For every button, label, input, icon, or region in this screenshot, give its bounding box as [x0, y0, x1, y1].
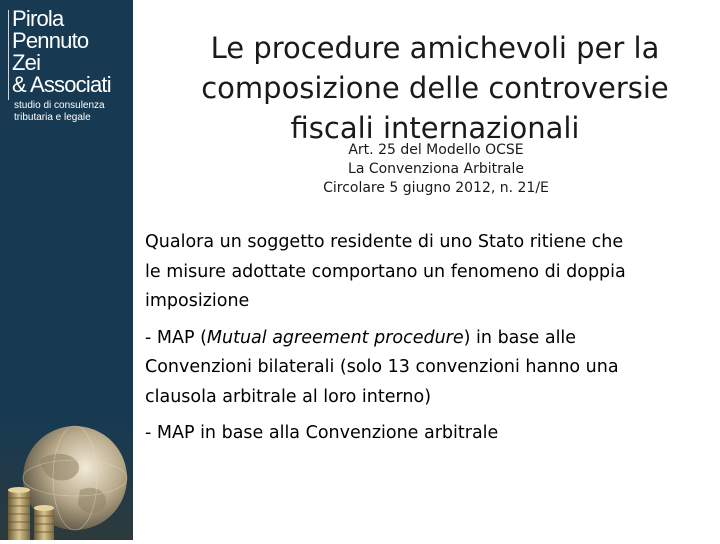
- slide-body: [145, 228, 705, 456]
- firm-logo: [5, 8, 129, 130]
- paragraph2-prefix: - MAP (: [145, 327, 207, 348]
- title-line-1: Le procedure amichevoli per la: [210, 31, 660, 65]
- paragraph-double-taxation: [145, 228, 705, 317]
- paragraph2-line-3: clausola arbitrale al loro interno): [145, 386, 432, 407]
- title-line-2: composizione delle controversie: [201, 71, 669, 105]
- paragraph1-line-2: le misure adottate comportano un fenomeno di doppia: [145, 261, 626, 282]
- paragraph2-suffix: ) in base alle: [463, 327, 577, 348]
- subtitle-line-2: La Convenziona Arbitrale: [348, 161, 524, 177]
- subtitle-line-1: Art. 25 del Modello OCSE: [348, 142, 524, 158]
- globe-coins-image: [0, 420, 133, 540]
- paragraph3-line-1: - MAP in base alla Convenzione arbitrale: [145, 423, 499, 443]
- logo-line-1: Pirola: [12, 6, 64, 31]
- logo-tagline-1: studio di consulenza: [14, 100, 105, 111]
- logo-tagline-2: tributaria e legale: [14, 112, 91, 123]
- paragraph-map-bilateral: [145, 324, 705, 413]
- slide-title: [160, 28, 710, 148]
- paragraph1-line-3: imposizione: [145, 291, 250, 311]
- logo-divider: [8, 10, 9, 100]
- logo-line-2: Pennuto: [12, 28, 89, 53]
- subtitle-line-3: Circolare 5 giugno 2012, n. 21/E: [323, 180, 549, 196]
- logo-line-3: Zei: [12, 50, 41, 75]
- logo-line-4: & Associati: [12, 72, 111, 97]
- sidebar: [0, 0, 133, 540]
- paragraph2-italic-term: Mutual agreement procedure: [206, 327, 464, 348]
- title-line-3: fiscali internazionali: [290, 111, 580, 145]
- paragraph2-line-2: Convenzioni bilaterali (solo 13 convenzioni hanno una: [145, 357, 619, 377]
- paragraph1-line-1: Qualora un soggetto residente di uno Stato ritiene che: [145, 232, 624, 252]
- slide-subtitle: [250, 141, 622, 198]
- paragraph-map-arbitration: [145, 419, 705, 449]
- paragraph2-line-1: [145, 324, 705, 354]
